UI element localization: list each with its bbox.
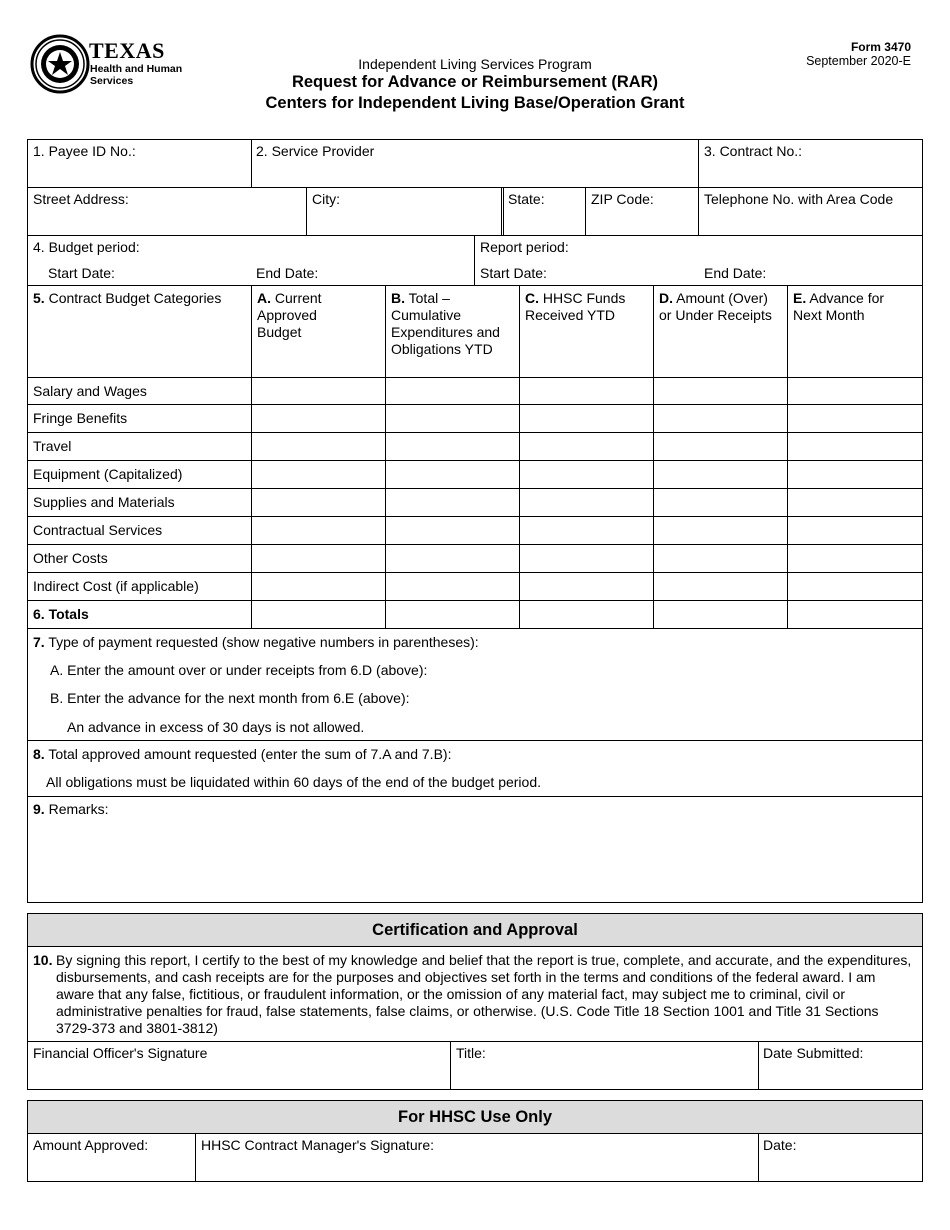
service-provider-label: 2. Service Provider — [256, 143, 375, 159]
financial-officer-signature-label: Financial Officer's Signature — [33, 1045, 208, 1061]
form-subtitle: Centers for Independent Living Base/Operation Grant — [265, 94, 685, 112]
state-label: State: — [508, 191, 545, 207]
hhsc-date-label: Date: — [763, 1137, 797, 1153]
remarks-label: Remarks: — [48, 801, 109, 817]
form-number: Form 3470 — [850, 40, 911, 54]
section8-num: 8. — [33, 746, 45, 762]
budget-row-indirect: Indirect Cost (if applicable) — [33, 578, 199, 594]
hhsc-use-title: For HHSC Use Only — [27, 1100, 923, 1134]
telephone-label: Telephone No. with Area Code — [704, 191, 894, 207]
logo-text: TEXAS — [89, 38, 165, 63]
column-c-letter: C. — [525, 290, 539, 306]
budget-categories-header — [33, 290, 221, 307]
title-label: Title: — [456, 1045, 486, 1061]
logo-subtext-line2: Services — [90, 75, 134, 87]
budget-period-label: 4. Budget period: — [33, 239, 140, 255]
report-start-date-label: Start Date: — [480, 265, 547, 281]
budget-row-fringe: Fringe Benefits — [33, 410, 128, 426]
column-b-label: Total – Cumulative Expenditures and Obligations YTD — [391, 290, 500, 357]
column-d-label: Amount (Over) or Under Receipts — [659, 290, 772, 323]
budget-row-salary: Salary and Wages — [33, 383, 147, 399]
report-period-label: Report period: — [480, 239, 569, 255]
street-address-label: Street Address: — [33, 191, 129, 207]
remarks-num: 9. — [33, 801, 45, 817]
certification-text: By signing this report, I certify to the best of my knowledge and belief that the report is true, complete, and accurate, and the expenditures, disbursements, and cash receipts are for the purposes and objectives set forth in the terms and conditions of the federal award. I am aware that any false, fictitious, or fraudulent information, or the omission of any material fact, may subject me to criminal, civil or administrative penalties for fraud, false statements, false claims, or otherwise. (U.S. Code Title 18 Section 1001 and Title 31 Sections 3729-373 and 3801-3812) — [56, 952, 912, 1036]
date-submitted-label: Date Submitted: — [763, 1045, 864, 1061]
section7-header — [33, 634, 479, 651]
section8-header — [33, 746, 451, 763]
certification-statement — [33, 952, 915, 1037]
amount-approved-label: Amount Approved: — [33, 1137, 149, 1153]
column-d-header — [659, 290, 779, 324]
budget-categories-label: Contract Budget Categories — [48, 290, 222, 306]
section7-num: 7. — [33, 634, 45, 650]
contract-manager-signature-label: HHSC Contract Manager's Signature: — [201, 1137, 434, 1153]
column-c-header — [525, 290, 640, 324]
section7-note: An advance in excess of 30 days is not allowed. — [67, 719, 365, 735]
column-b-letter: B. — [391, 290, 405, 306]
column-e-header — [793, 290, 903, 324]
payee-id-label: 1. Payee ID No.: — [33, 143, 136, 159]
section8-label: Total approved amount requested (enter the sum of 7.A and 7.B): — [48, 746, 452, 762]
section7-label: Type of payment requested (show negative numbers in parentheses): — [48, 634, 479, 650]
certification-num: 10. — [33, 952, 53, 968]
budget-row-supplies: Supplies and Materials — [33, 494, 175, 510]
zip-code-label: ZIP Code: — [591, 191, 654, 207]
logo-subtext-line1: Health and Human — [90, 63, 183, 75]
column-e-label: Advance for Next Month — [793, 290, 885, 323]
budget-row-travel: Travel — [33, 438, 72, 454]
column-c-label: HHSC Funds Received YTD — [525, 290, 626, 323]
budget-end-date-label: End Date: — [256, 265, 319, 281]
section7-b: B. Enter the advance for the next month from 6.E (above): — [50, 690, 410, 706]
column-b-header — [391, 290, 513, 358]
budget-start-date-label: Start Date: — [48, 265, 115, 281]
column-a-header — [257, 290, 357, 341]
form-date: September 2020-E — [806, 54, 911, 68]
budget-row-other: Other Costs — [33, 550, 108, 566]
report-end-date-label: End Date: — [704, 265, 767, 281]
budget-row-totals: 6. Totals — [33, 606, 89, 622]
remarks-header — [33, 801, 108, 818]
program-name: Independent Living Services Program — [358, 56, 592, 72]
column-a-label: Current Approved Budget — [257, 290, 322, 340]
budget-row-equipment: Equipment (Capitalized) — [33, 466, 183, 482]
form-title: Request for Advance or Reimbursement (RAR) — [291, 73, 659, 91]
budget-categories-num: 5. — [33, 290, 45, 306]
section8-note: All obligations must be liquidated within 60 days of the end of the budget period. — [46, 774, 541, 790]
column-a-letter: A. — [257, 290, 271, 306]
certification-title: Certification and Approval — [27, 913, 923, 947]
city-label: City: — [312, 191, 340, 207]
column-d-letter: D. — [659, 290, 673, 306]
column-e-letter: E. — [793, 290, 807, 306]
budget-row-contractual: Contractual Services — [33, 522, 163, 538]
contract-no-label: 3. Contract No.: — [704, 143, 803, 159]
section7-a: A. Enter the amount over or under receipts from 6.D (above): — [50, 662, 428, 678]
